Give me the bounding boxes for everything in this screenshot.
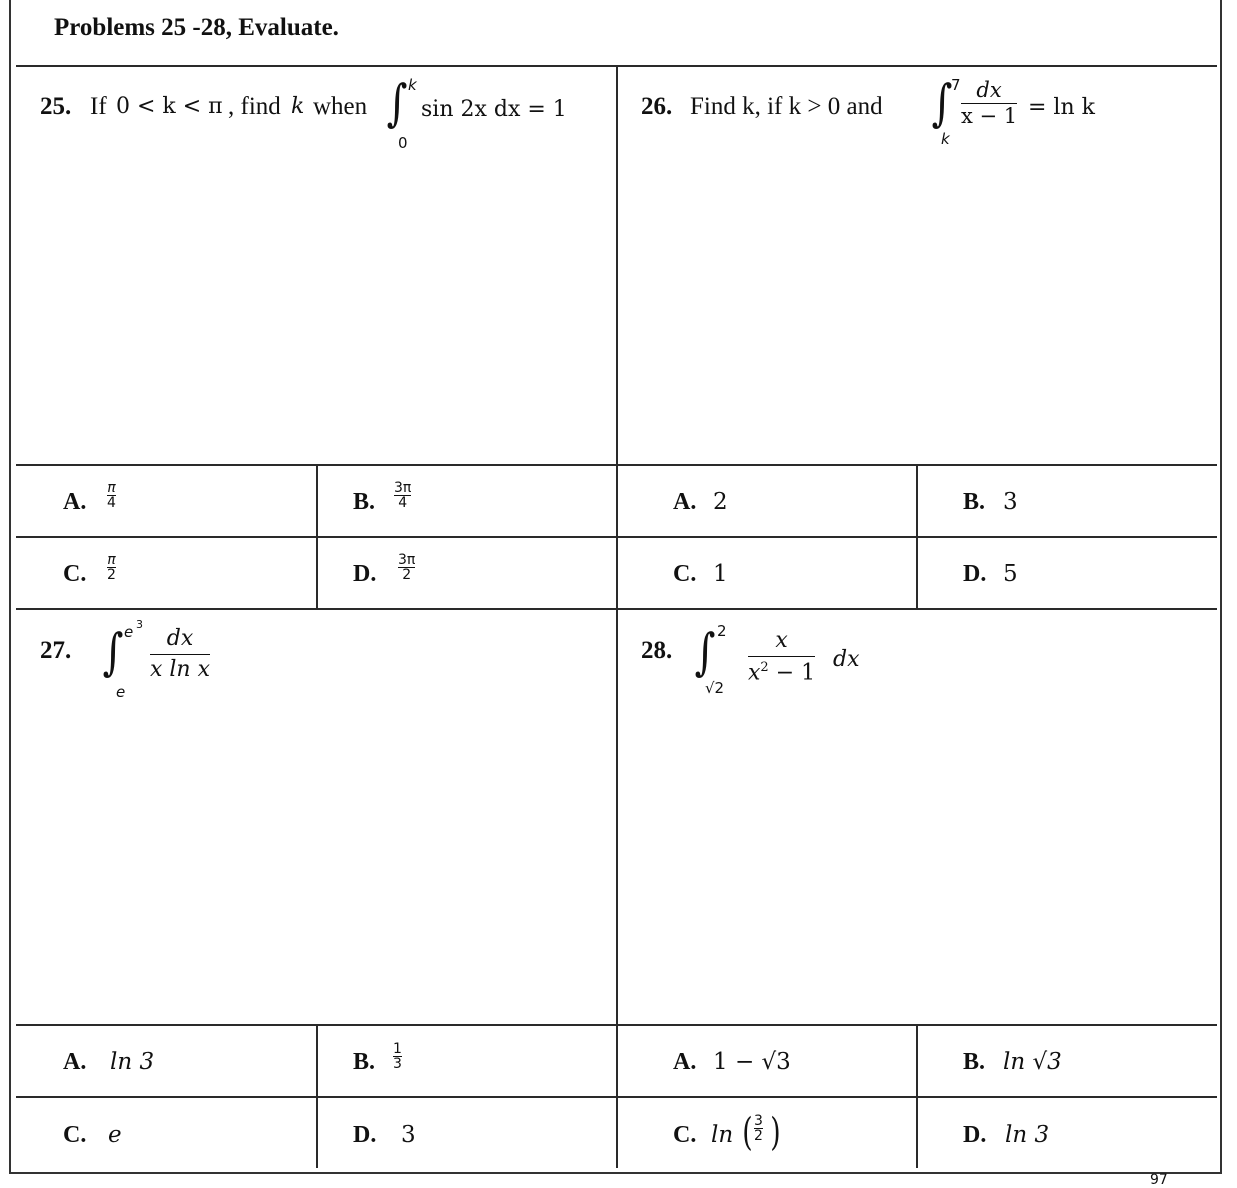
option-label: A. [63,489,87,515]
integrand: sin 2x dx = 1 [421,97,567,122]
problem-number: 27. [40,637,72,664]
lower-limit: √2 [705,679,725,697]
numerator: π [107,480,116,496]
option-label: A. [673,489,697,515]
left-paren: ( [742,1110,753,1154]
option-value: e [108,1122,122,1148]
numerator: 3 [754,1113,763,1129]
option-value: 3 [401,1122,416,1148]
numerator: π [107,552,116,568]
numerator: dx [976,78,1002,102]
problem-number: 28. [641,637,673,664]
numerator: dx [166,626,194,651]
upper-limit-exponent: 3 [136,618,143,631]
lower-limit: k [941,130,950,148]
column-divider [316,465,318,609]
column-divider [916,1025,918,1168]
option-c-fraction [107,553,116,582]
column-divider [916,465,918,609]
denominator-exponent: 2 [760,660,769,675]
option-label: B. [353,1049,376,1075]
option-value: 5 [1003,561,1018,587]
option-label: C. [673,561,697,587]
option-a-fraction [107,481,116,510]
option-value: 2 [713,489,728,515]
integrand-differential: dx [833,647,860,672]
denominator: 4 [398,495,408,511]
denominator: 2 [402,567,412,583]
problem-number: 26. [641,93,673,120]
option-value: ln 3 [1005,1122,1050,1148]
denominator: 2 [754,1128,763,1144]
option-label: A. [63,1049,87,1075]
right-paren: ) [770,1110,781,1154]
numerator: 1 [393,1041,402,1057]
option-label: B. [963,489,986,515]
option-label: B. [353,489,376,515]
option-label: D. [963,561,987,587]
option-label: C. [63,1122,87,1148]
integrand-fraction [748,630,815,684]
option-b-fraction [393,1042,402,1071]
lower-limit: 0 [398,134,408,152]
denominator [748,661,815,684]
option-label: C. [673,1122,697,1148]
denominator-rest: − 1 [768,660,816,686]
lower-limit: e [116,683,126,701]
page-title: Problems 25 -28, Evaluate. [54,14,339,41]
upper-limit: 7 [951,76,961,94]
numerator: x [775,628,788,653]
column-divider [616,66,618,1168]
problem-text: , find [228,93,281,120]
denominator: x ln x [150,657,211,682]
option-value: 1 [713,561,728,587]
upper-limit: e [124,623,134,641]
option-label: D. [353,561,377,587]
problem-text: when [313,93,368,120]
option-b-fraction [394,481,411,510]
numerator: 3π [398,552,416,568]
option-c-fraction [754,1114,763,1143]
option-value: 1 − √3 [713,1049,791,1075]
problem-number: 25. [40,93,72,120]
integral-sign: ∫ [386,74,408,132]
denominator: 3 [393,1056,402,1072]
problem-text: If [90,93,107,120]
upper-limit: 2 [717,622,727,640]
option-label: A. [673,1049,697,1075]
numerator: 3π [394,480,412,496]
option-value: ln 3 [110,1049,155,1075]
option-label: D. [963,1122,987,1148]
option-label: D. [353,1122,377,1148]
denominator-base: x [748,660,761,686]
option-label: B. [963,1049,986,1075]
integrand-fraction [961,80,1017,127]
fraction-bar [150,654,210,655]
integral-sign: ∫ [102,623,124,681]
fraction-bar [748,656,815,657]
integrand-fraction [150,628,210,681]
problem-text: Find k, if k > 0 and [690,93,883,120]
option-value-function: ln [711,1122,734,1148]
denominator: 2 [107,567,116,583]
page-number: 97 [1150,1172,1168,1188]
equation-rhs: = ln k [1028,95,1095,120]
option-d-fraction [398,553,415,582]
option-value: 3 [1003,489,1018,515]
option-value: ln √3 [1003,1049,1062,1075]
integral-sign: ∫ [694,623,716,681]
column-divider [316,1025,318,1168]
upper-limit: k [408,76,417,94]
condition: 0 < k < π [116,94,223,119]
integral-sign: ∫ [931,74,953,132]
denominator: 4 [107,495,116,511]
variable: k [291,94,305,119]
option-label: C. [63,561,87,587]
denominator: x − 1 [961,104,1018,128]
